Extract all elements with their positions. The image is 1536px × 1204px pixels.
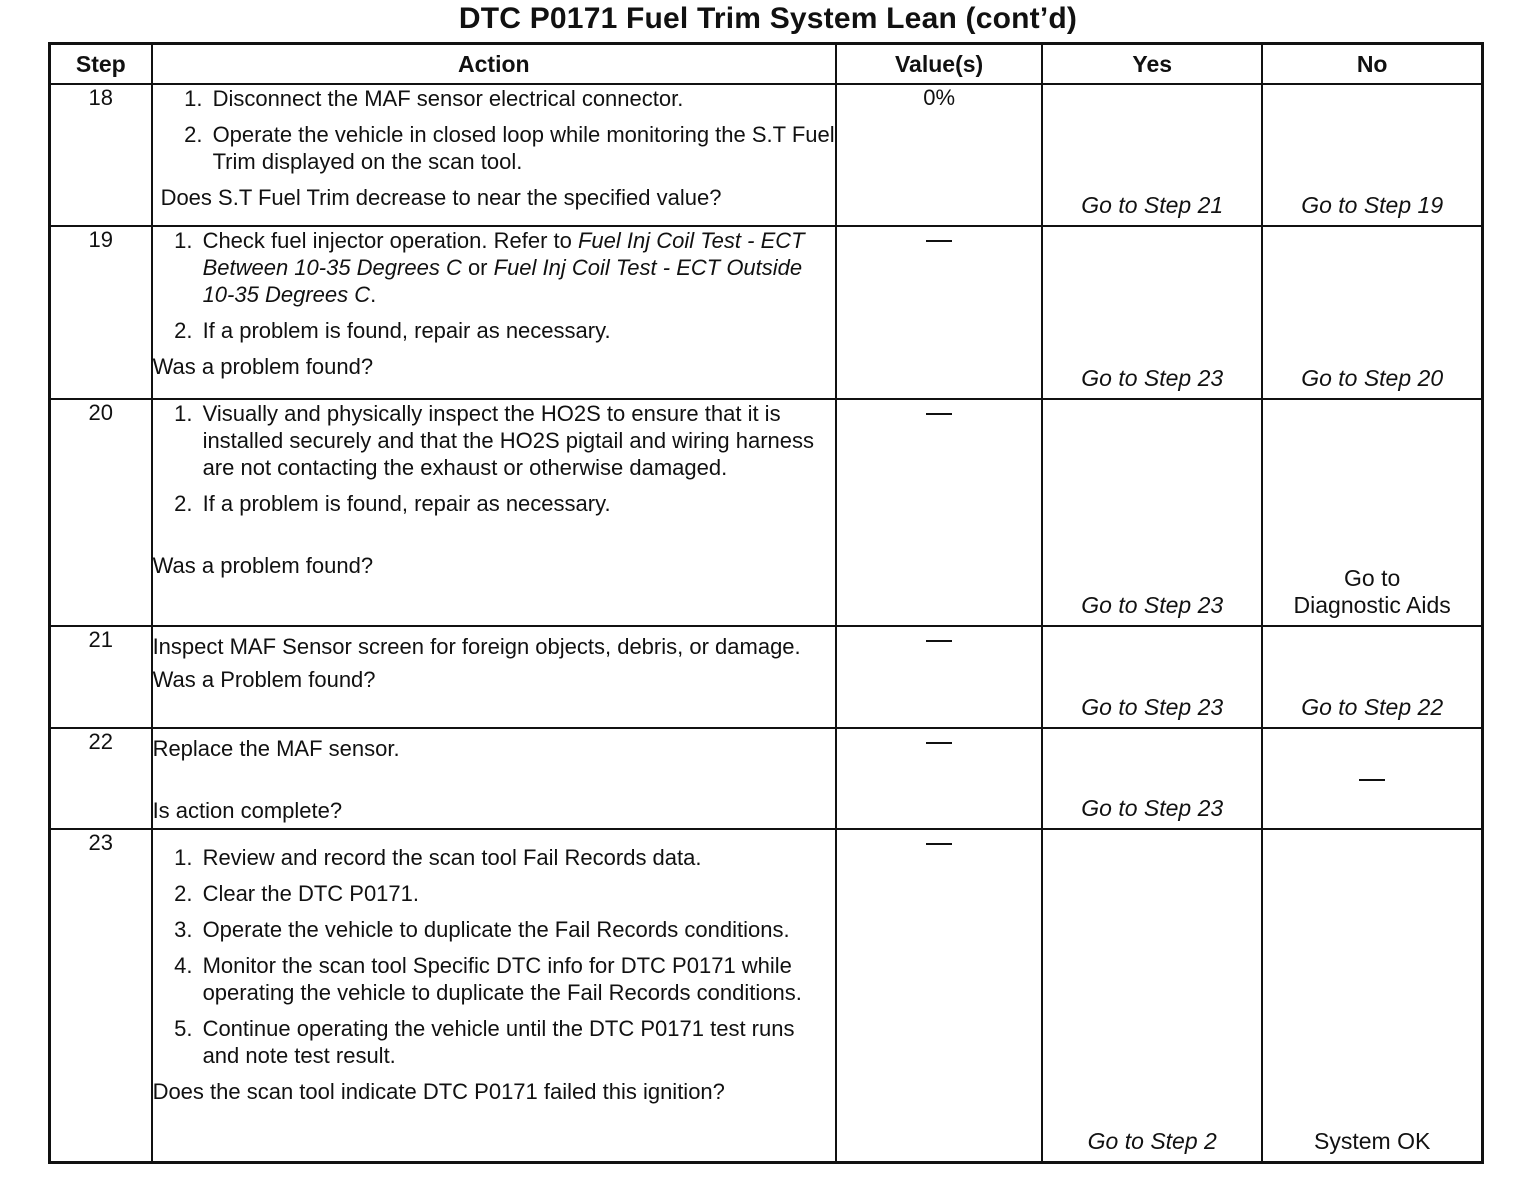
table-row	[50, 626, 1483, 728]
dash-mark	[926, 240, 952, 242]
step-number: 21	[50, 626, 152, 728]
step-number: 23	[50, 829, 152, 1162]
header-action: Action	[152, 44, 836, 85]
diagnostic-table	[48, 42, 1484, 1164]
action-item: 4. Monitor the scan tool Specific DTC info for DTC P0171 while operating the vehicle to duplicate the Fail Records conditions.	[199, 952, 835, 1006]
action-cell	[152, 829, 836, 1162]
table-header-row	[50, 44, 1483, 85]
no-goto: Go to Step 20	[1301, 365, 1444, 391]
yes-goto: Go to Step 21	[1081, 192, 1224, 218]
table-row	[50, 84, 1483, 226]
yes-goto: Go to Step 23	[1081, 694, 1224, 720]
yes-goto: Go to Step 23	[1081, 795, 1224, 821]
step-number: 20	[50, 399, 152, 626]
action-cell	[152, 399, 836, 626]
action-item: 2. If a problem is found, repair as necessary.	[199, 317, 835, 344]
dash-mark	[926, 640, 952, 642]
action-item: 1. Disconnect the MAF sensor electrical connector.	[209, 85, 835, 112]
action-question: Was a Problem found?	[152, 667, 376, 692]
yes-cell	[1042, 84, 1262, 226]
dash-mark	[926, 413, 952, 415]
yes-cell	[1042, 399, 1262, 626]
dash-mark	[926, 843, 952, 845]
value-cell	[836, 829, 1042, 1162]
dash-mark	[926, 742, 952, 744]
no-goto	[1263, 565, 1481, 619]
reference-link: Fuel Inj Coil Test - ECT Outside 10-35 Degrees C	[202, 255, 803, 307]
step-number: 22	[50, 728, 152, 829]
action-question: Does S.T Fuel Trim decrease to near the specified value?	[160, 185, 722, 210]
no-goto: Go to Step 22	[1301, 694, 1444, 720]
table-row	[50, 399, 1483, 626]
table-row	[50, 226, 1483, 399]
action-question: Was a problem found?	[152, 553, 374, 578]
action-text: .	[370, 282, 377, 307]
step-number: 19	[50, 226, 152, 399]
header-yes: Yes	[1042, 44, 1262, 85]
action-cell	[152, 84, 836, 226]
header-no: No	[1262, 44, 1482, 85]
value-cell	[836, 626, 1042, 728]
table-row	[50, 728, 1483, 829]
action-item: 1. Visually and physically inspect the HO2S to ensure that it is installed securely and that the HO2S pigtail and wiring harness are not contacting the exhaust or otherwise damaged.	[199, 400, 835, 481]
no-cell	[1262, 626, 1482, 728]
header-step: Step	[50, 44, 152, 85]
action-text: Check fuel injector operation. Refer to	[202, 228, 578, 253]
yes-cell	[1042, 226, 1262, 399]
no-cell	[1262, 829, 1482, 1162]
yes-cell	[1042, 728, 1262, 829]
page-title: DTC P0171 Fuel Trim System Lean (cont’d)	[458, 2, 1078, 35]
no-goto-line: Go to	[1344, 565, 1401, 591]
value-cell	[836, 728, 1042, 829]
step-number: 18	[50, 84, 152, 226]
no-cell	[1262, 84, 1482, 226]
action-item: 2. If a problem is found, repair as necessary.	[199, 490, 835, 517]
header-values: Value(s)	[836, 44, 1042, 85]
value-cell	[836, 226, 1042, 399]
action-cell	[152, 226, 836, 399]
action-cell	[152, 626, 836, 728]
yes-goto: Go to Step 23	[1081, 592, 1224, 618]
action-question: Was a problem found?	[152, 354, 374, 379]
yes-goto: Go to Step 2	[1087, 1127, 1217, 1154]
action-question: Is action complete?	[152, 798, 343, 823]
action-cell	[152, 728, 836, 829]
action-text: Inspect MAF Sensor screen for foreign objects, debris, or damage.	[152, 634, 801, 659]
action-item: 2. Operate the vehicle in closed loop while monitoring the S.T Fuel Trim displayed on the scan tool.	[209, 121, 835, 175]
action-item: 2. Clear the DTC P0171.	[199, 880, 835, 907]
no-cell	[1262, 226, 1482, 399]
reference-link: Fuel Inj Coil Test - ECT Between 10-35 Degrees C	[202, 228, 805, 280]
action-item	[199, 227, 835, 308]
yes-cell	[1042, 626, 1262, 728]
no-cell	[1262, 399, 1482, 626]
dash-mark	[1359, 779, 1385, 781]
action-text: Replace the MAF sensor.	[152, 736, 400, 761]
table-row	[50, 829, 1483, 1162]
action-item: 3. Operate the vehicle to duplicate the Fail Records conditions.	[199, 916, 835, 943]
yes-goto: Go to Step 23	[1081, 365, 1224, 391]
no-goto: System OK	[1314, 1127, 1431, 1154]
action-item: 5. Continue operating the vehicle until the DTC P0171 test runs and note test result.	[199, 1015, 835, 1069]
no-cell	[1262, 728, 1482, 829]
value-cell: 0%	[836, 84, 1042, 226]
no-goto: Go to Step 19	[1301, 192, 1444, 218]
value-cell	[836, 399, 1042, 626]
action-text: or	[461, 255, 494, 280]
action-item: 1. Review and record the scan tool Fail Records data.	[199, 844, 835, 871]
yes-cell	[1042, 829, 1262, 1162]
action-question: Does the scan tool indicate DTC P0171 failed this ignition?	[152, 1079, 725, 1104]
no-goto-line: Diagnostic Aids	[1293, 592, 1451, 618]
